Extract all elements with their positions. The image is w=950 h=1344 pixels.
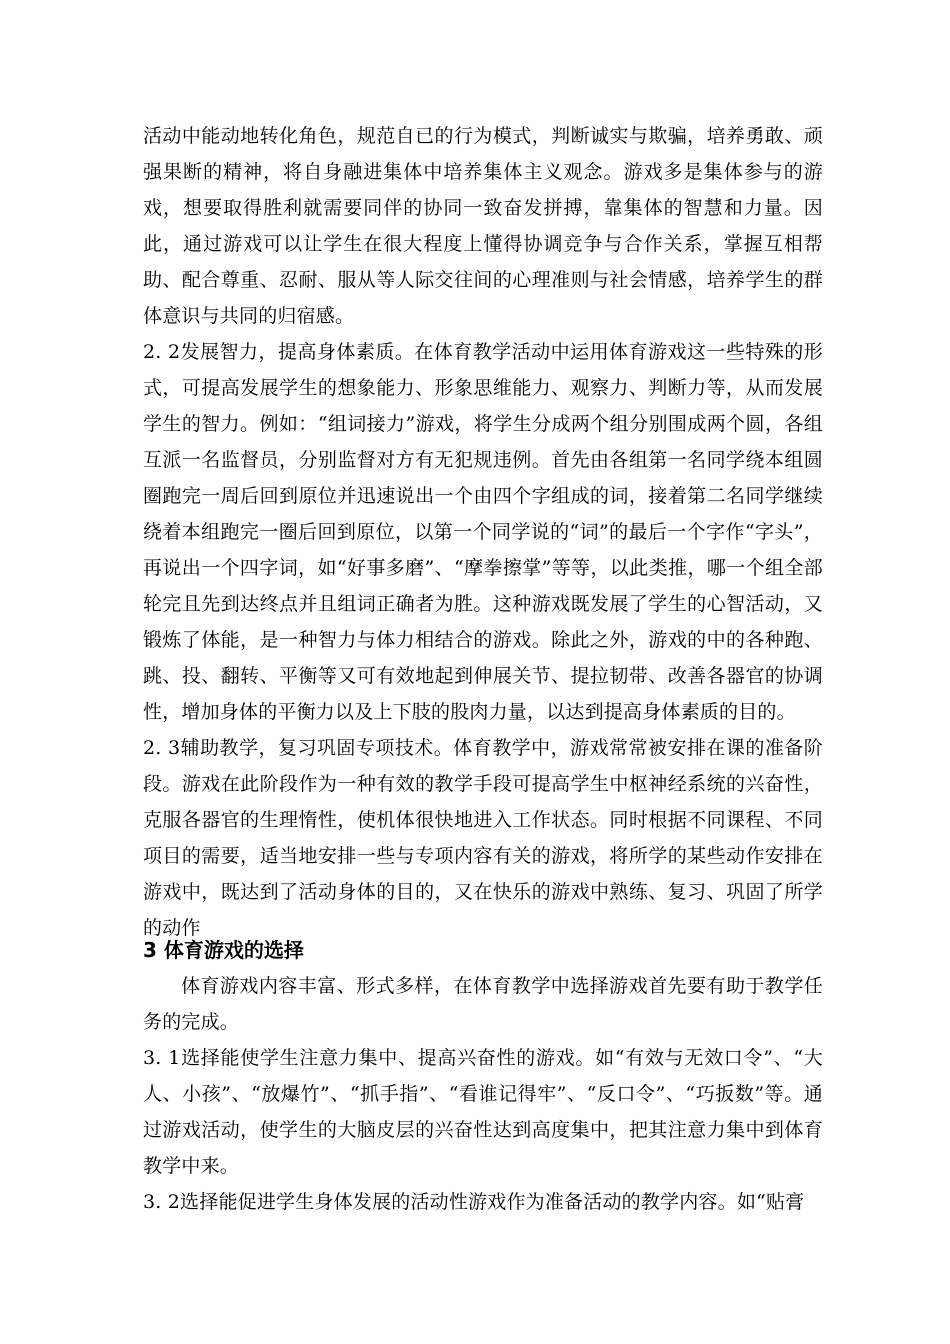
section-3-intro: 体育游戏内容丰富、形式多样，在体育教学中选择游戏首先要有助于教学任务的完成。: [143, 975, 823, 1033]
paragraph-3-2: 3. 2选择能促进学生身体发展的活动性游戏作为准备活动的教学内容。如“贴膏: [143, 1191, 805, 1213]
section-2-body: [143, 118, 823, 946]
section-3-body: [143, 968, 823, 1220]
paragraph-collective-spirit: 活动中能动地转化角色，规范自已的行为模式，判断诚实与欺骗，培养勇敢、顽强果断的精神，将自身融进集体中培养集体主义观念。游戏多是集体参与的游戏，想要取得胜利就需要同伴的协同一致奋发拼搏，靠集体的智慧和力量。因此，通过游戏可以让学生在很大程度上懂得协调竞争与合作关系，掌握互相帮助、配合尊重、忍耐、服从等人际交往间的心理准则与社会情感，培养学生的群体意识与共同的归宿感。: [143, 125, 823, 327]
paragraph-2-2-intelligence: 2. 2发展智力，提高身体素质。在体育教学活动中运用体育游戏这一些特殊的形式，可提高发展学生的想象能力、形象思维能力、观察力、判断力等，从而发展学生的智力。例如：“组词接力”游戏，将学生分成两个组分别围成两个圆，各组互派一名监督员，分别监督对方有无犯规违例。首先由各组第一名同学绕本组圆圈跑完一周后回到原位并迅速说出一个由四个字组成的词，接着第二名同学继续绕着本组跑完一圈后回到原位，以第一个同学说的“词”的最后一个字作“字头”，再说出一个四字词，如“好事多磨”、“摩拳擦掌”等等，以此类推，哪一个组全部轮完且先到达终点并且组词正确者为胜。这种游戏既发展了学生的心智活动，又锻炼了体能，是一种智力与体力相结合的游戏。除此之外，游戏的中的各种跑、跳、投、翻转、平衡等又可有效地起到伸展关节、提拉韧带、改善各器官的协调性，增加身体的平衡力以及上下肢的股肉力量，以达到提高身体素质的目的。: [143, 341, 823, 723]
paragraph-3-1: 3. 1选择能使学生注意力集中、提高兴奋性的游戏。如“有效与无效口令”、“大人、小孩”、“放爆竹”、“抓手指”、“看谁记得牢”、“反口令”、“巧扳数”等。通过游戏活动，使学生的大脑皮层的兴奋性达到高度集中，把其注意力集中到体育教学中来。: [143, 1047, 823, 1177]
paragraph-2-3-auxiliary-teaching: 2. 3辅助教学，复习巩固专项技术。体育教学中，游戏常常被安排在课的准备阶段。游戏在此阶段作为一种有效的教学手段可提高学生中枢神经系统的兴奋性，克服各器官的生理惰性，使机体很快地进入工作状态。同时根据不同课程、不同项目的需要，适当地安排一些与专项内容有关的游戏，将所学的某些动作安排在游戏中，既达到了活动身体的目的，又在快乐的游戏中熟练、复习、巩固了所学的动作: [143, 737, 823, 939]
section-3-heading: 3 体育游戏的选择: [143, 938, 304, 962]
